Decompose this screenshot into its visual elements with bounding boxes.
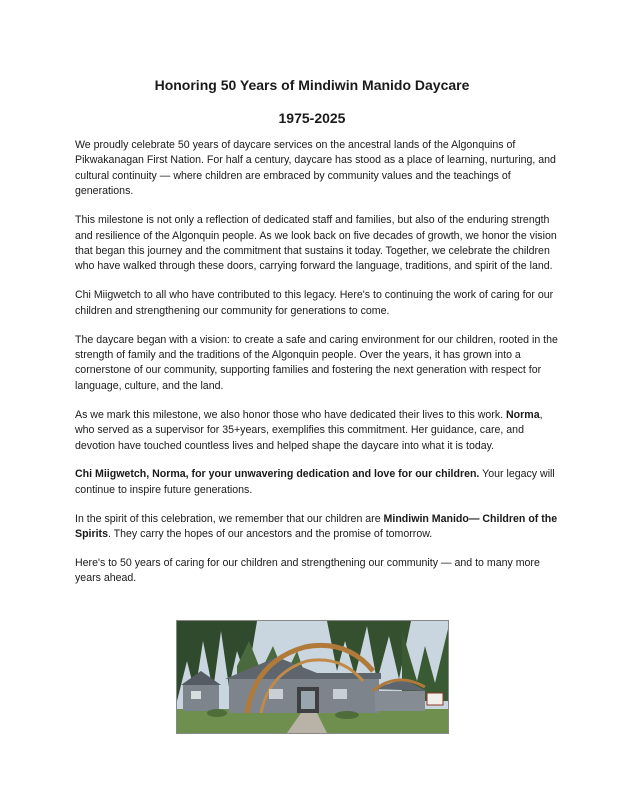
children-of-spirits: Mindiwin Manido— Children of the Spirits [75, 512, 558, 541]
dedication-bold: Chi Miigwetch, Norma, for your unwavering dedication and love for our children. [75, 468, 480, 481]
document-body [75, 138, 559, 600]
paragraph-milestone: This milestone is not only a reflection of dedicated staff and families, but also of the enduring strength and resilience of the Algonquin people. As we look back on five decades of growth, we honor the vision that began this journey and the commitment that sustains it today. Together, we celebrate the children who have walked through these doors, carrying forward the language, traditions, and spirit of the land. [75, 214, 557, 273]
paragraph-celebration: We proudly celebrate 50 years of daycare services on the ancestral lands of the Algonquins of Pikwakanagan First Nation. For half a century, daycare has stood as a place of learning, nurturing, and cultural continuity — where children are embraced by community values and the teachings of generations. [75, 139, 556, 198]
document-title: Honoring 50 Years of Mindiwin Manido Daycare [154, 77, 470, 93]
norma-name: Norma [506, 408, 540, 421]
paragraph-dedication: Chi Miigwetch, Norma, for your unwavering dedication and love for our children. Your legacy will continue to inspire future generations. [75, 468, 555, 496]
paragraph-norma: As we mark this milestone, we also honor those who have dedicated their lives to this work. Norma, who served as a supervisor for 35+years, exemplifies this commitment. Her guidance, care, and devotion have touched countless lives and helped shape the daycare into what it is today. [75, 408, 543, 452]
paragraph-spirit: In the spirit of this celebration, we remember that our children are Mindiwin Manido— Children of the Spirits. They carry the hopes of our ancestors and the promise of tomorrow. [75, 512, 558, 541]
daycare-building-photo [176, 620, 449, 734]
year-range: 1975-2025 [278, 110, 346, 126]
paragraph-history: The daycare began with a vision: to create a safe and caring environment for our children, rooted in the strength of family and the traditions of the Algonquin people. Over the years, it has grown into a cornerstone of our community, supporting families and fostering the next generation with respect for language, culture, and the land. [75, 333, 558, 392]
paragraph-closing: Here's to 50 years of caring for our children and strengthening our community — and to many more years ahead. [75, 557, 540, 585]
paragraph-thanks: Chi Miigwetch to all who have contributed to this legacy. Here's to continuing the work of caring for our children and strengthening our community for generations to come. [75, 289, 554, 317]
